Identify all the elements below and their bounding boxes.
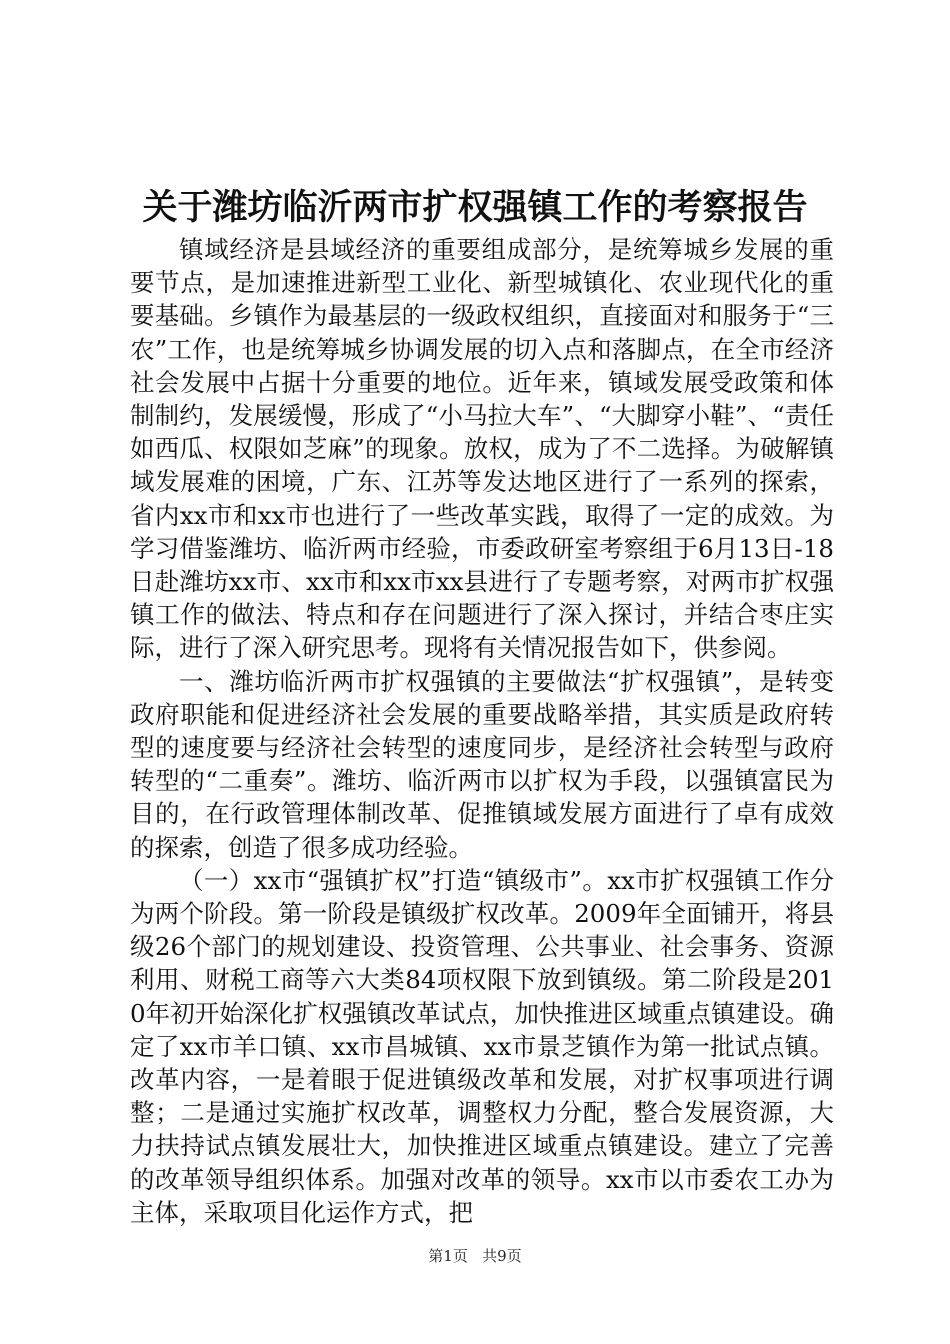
paragraph-section-one: 一、潍坊临沂两市扩权强镇的主要做法“扩权强镇”，是转变政府职能和促进经济社会发展的重要战略举措，其实质是政府转型的速度要与经济社会转型的速度同步，是经济社会转型与政府转型的“二重奏”。潍坊、临沂两市以扩权为手段，以强镇富民为目的，在行政管理体制改革、促推镇域发展方面进行了卓有成效的探索，创造了很多成功经验。	[130, 666, 834, 862]
page-number: 第1页	[428, 1247, 468, 1265]
page-footer	[0, 1246, 950, 1266]
paragraph-subsection-one: （一）xx市“强镇扩权”打造“镇级市”。xx市扩权强镇工作分为两个阶段。第一阶段是镇级扩权改革。2009年全面铺开，将县级26个部门的规划建设、投资管理、公共事业、社会事务、资源利用、财税工商等六大类84项权限下放到镇级。第二阶段是2010年初开始深化扩权强镇改革试点，加快推进区域重点镇建设。确定了xx市羊口镇、xx市昌城镇、xx市景芝镇作为第一批试点镇。改革内容，一是着眼于促进镇级改革和发展，对扩权事项进行调整；二是通过实施扩权改革，调整权力分配，整合发展资源，大力扶持试点镇发展壮大，加快推进区域重点镇建设。建立了完善的改革领导组织体系。加强对改革的领导。xx市以市委农工办为主体，采取项目化运作方式，把	[130, 865, 834, 1227]
page-separator	[473, 1247, 478, 1265]
document-title: 关于潍坊临沂两市扩权强镇工作的考察报告	[142, 187, 808, 228]
page-total: 共9页	[482, 1247, 522, 1265]
document-body	[130, 233, 834, 1229]
paragraph-intro: 镇域经济是县域经济的重要组成部分，是统筹城乡发展的重要节点，是加速推进新型工业化、新型城镇化、农业现代化的重要基础。乡镇作为最基层的一级政权组织，直接面对和服务于“三农”工作，也是统筹城乡协调发展的切入点和落脚点，在全市经济社会发展中占据十分重要的地位。近年来，镇域发展受政策和体制制约，发展缓慢，形成了“小马拉大车”、“大脚穿小鞋”、“责任如西瓜、权限如芝麻”的现象。放权，成为了不二选择。为破解镇域发展难的困境，广东、江苏等发达地区进行了一系列的探索，省内xx市和xx市也进行了一些改革实践，取得了一定的成效。为学习借鉴潍坊、临沂两市经验，市委政研室考察组于6月13日-18日赴潍坊xx市、xx市和xx市xx县进行了专题考察，对两市扩权强镇工作的做法、特点和存在问题进行了深入探讨，并结合枣庄实际，进行了深入研究思考。现将有关情况报告如下，供参阅。	[130, 235, 834, 663]
